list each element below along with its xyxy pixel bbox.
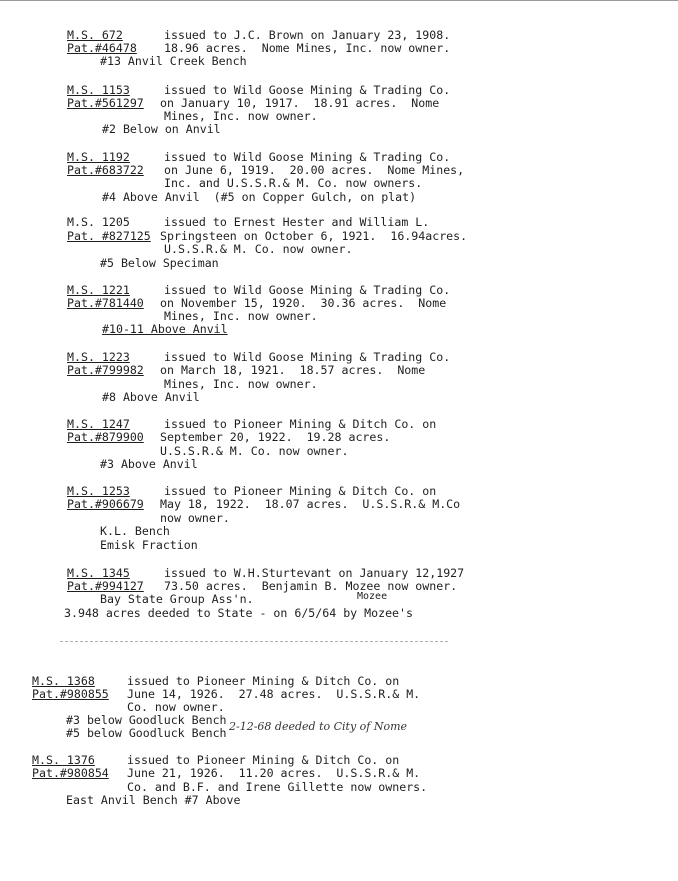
claim-note: #13 Anvil Creek Bench xyxy=(100,54,247,68)
entry-line: on January 10, 1917. 18.91 acres. Nome xyxy=(160,96,440,110)
claim-note: #10-11 Above Anvil xyxy=(102,322,228,336)
ms-number: M.S. 1368 xyxy=(32,674,95,688)
entry-line: on June 6, 1919. 20.00 acres. Nome Mines, xyxy=(164,163,465,177)
ms-number: M.S. 1205 xyxy=(67,215,130,229)
ms-number: M.S. 1221 xyxy=(67,283,130,297)
patent-number: Pat.#799982 xyxy=(67,363,144,377)
entry-line: June 21, 1926. 11.20 acres. U.S.S.R.& M. xyxy=(127,766,421,780)
entry-line: Mines, Inc. now owner. xyxy=(164,309,318,323)
ms-number: M.S. 1192 xyxy=(67,150,130,164)
patent-number: Pat.#906679 xyxy=(67,497,144,511)
patent-number: Pat.#46478 xyxy=(67,41,137,55)
entry-line: issued to Wild Goose Mining & Trading Co. xyxy=(164,283,451,297)
claim-note: East Anvil Bench #7 Above xyxy=(66,793,241,807)
entry-line: Inc. and U.S.S.R.& M. Co. now owners. xyxy=(164,176,423,190)
ms-number: M.S. 1247 xyxy=(67,417,130,431)
claim-note: #5 Below Speciman xyxy=(100,256,219,270)
claim-note: #3 below Goodluck Bench xyxy=(66,713,227,727)
claim-note: Bay State Group Ass'n. xyxy=(100,592,254,606)
patent-number: Pat.#994127 xyxy=(67,579,144,593)
entry-line: Mines, Inc. now owner. xyxy=(164,109,318,123)
entry-line: September 20, 1922. 19.28 acres. xyxy=(160,430,391,444)
handwritten-note: 2-12-68 deeded to City of Nome xyxy=(229,720,408,733)
entry-line: issued to Ernest Hester and William L. xyxy=(164,215,430,229)
entry-line: issued to J.C. Brown on January 23, 1908. xyxy=(164,28,451,42)
entry-line: Co. and B.F. and Irene Gillette now owners. xyxy=(127,780,428,794)
entry-line: U.S.S.R.& M. Co. now owner. xyxy=(160,444,349,458)
entry-line: on November 15, 1920. 30.36 acres. Nome xyxy=(160,296,447,310)
entry-line: 73.50 acres. Benjamin B. Mozee now owner. xyxy=(164,579,458,593)
entry-line: on March 18, 1921. 18.57 acres. Nome xyxy=(160,363,426,377)
ms-number: M.S. 1253 xyxy=(67,484,130,498)
entry-line: issued to Wild Goose Mining & Trading Co. xyxy=(164,350,451,364)
ms-number: M.S. 1345 xyxy=(67,566,130,580)
deed-note: 3.948 acres deeded to State - on 6/5/64 by Mozee's xyxy=(64,606,414,620)
entry-line: 18.96 acres. Nome Mines, Inc. now owner. xyxy=(164,41,451,55)
claim-note: #5 below Goodluck Bench xyxy=(66,726,227,740)
claim-note: Emisk Fraction xyxy=(100,538,198,552)
patent-number: Pat.#683722 xyxy=(67,163,144,177)
claim-note: #4 Above Anvil (#5 on Copper Gulch, on plat) xyxy=(102,190,417,204)
divider xyxy=(60,641,448,642)
ms-number: M.S. 672 xyxy=(67,28,123,42)
entry-line: June 14, 1926. 27.48 acres. U.S.S.R.& M. xyxy=(127,687,421,701)
claim-note: #3 Above Anvil xyxy=(100,457,198,471)
entry-line: Mines, Inc. now owner. xyxy=(164,377,318,391)
entry-line: issued to Pioneer Mining & Ditch Co. on xyxy=(164,484,437,498)
entry-line: U.S.S.R.& M. Co. now owner. xyxy=(164,242,353,256)
entry-line: issued to Pioneer Mining & Ditch Co. on xyxy=(127,753,400,767)
ms-number: M.S. 1376 xyxy=(32,753,95,767)
ms-number: M.S. 1223 xyxy=(67,350,130,364)
entry-line: now owner. xyxy=(160,511,230,525)
entry-line: issued to Wild Goose Mining & Trading Co. xyxy=(164,150,451,164)
patent-number: Pat.#879900 xyxy=(67,430,144,444)
claim-note: #8 Above Anvil xyxy=(102,390,200,404)
entry-line: Springsteen on October 6, 1921. 16.94acres. xyxy=(160,229,468,243)
patent-number: Pat. #827125 xyxy=(67,229,151,243)
entry-line: May 18, 1922. 18.07 acres. U.S.S.R.& M.Co xyxy=(160,497,461,511)
entry-line: issued to Pioneer Mining & Ditch Co. on xyxy=(164,417,437,431)
entry-line: issued to Pioneer Mining & Ditch Co. on xyxy=(127,674,400,688)
patent-number: Pat.#980854 xyxy=(32,766,109,780)
patent-number: Pat.#980855 xyxy=(32,687,109,701)
claim-note-extra: Mozee xyxy=(357,591,388,602)
claim-note: K.L. Bench xyxy=(100,524,170,538)
entry-line: issued to W.H.Sturtevant on January 12,1927 xyxy=(164,566,465,580)
patent-number: Pat.#781440 xyxy=(67,296,144,310)
claim-note: #2 Below on Anvil xyxy=(102,122,221,136)
patent-number: Pat.#561297 xyxy=(67,96,144,110)
ms-number: M.S. 1153 xyxy=(67,83,130,97)
entry-line: issued to Wild Goose Mining & Trading Co. xyxy=(164,83,451,97)
entry-line: Co. now owner. xyxy=(127,700,225,714)
